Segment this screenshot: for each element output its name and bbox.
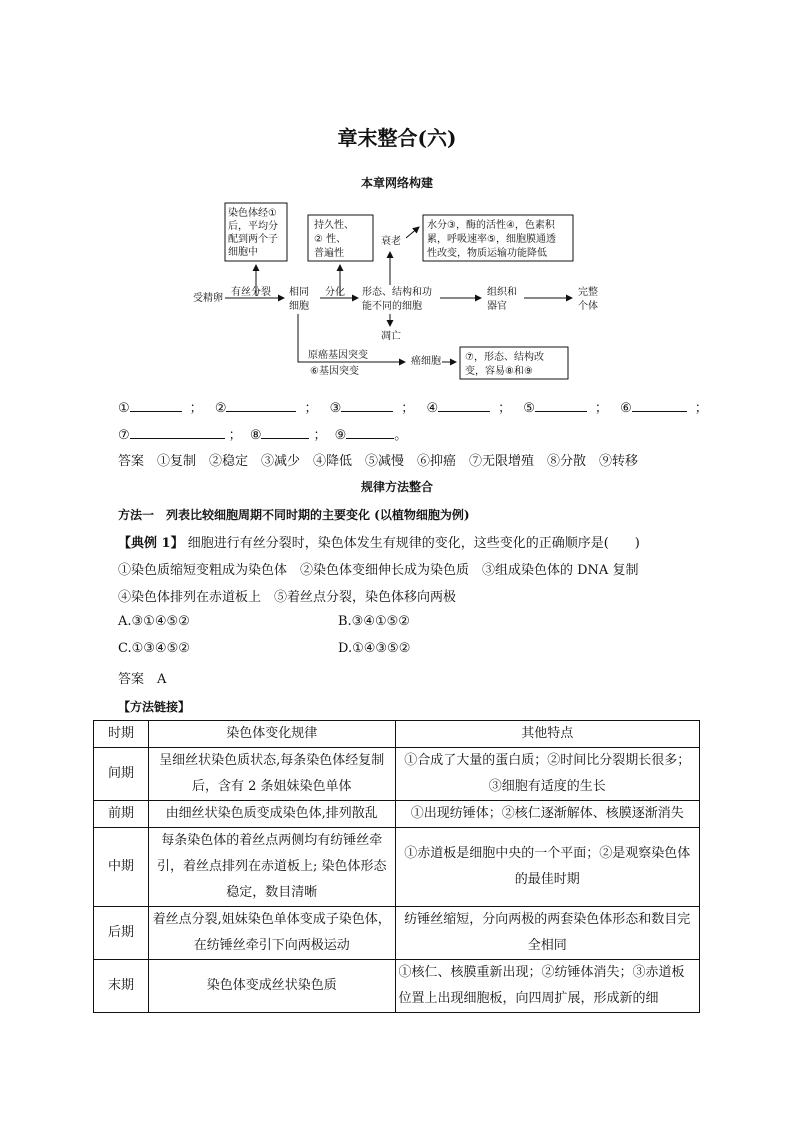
stage-cell: 间期 xyxy=(94,748,149,801)
table-row xyxy=(94,828,700,907)
statements-1: ①染色质缩短变粗成为染色体 ②染色体变细伸长成为染色质 ③组成染色体的 DNA 复制 xyxy=(118,563,639,578)
stage-cell: 中期 xyxy=(94,828,149,907)
option-d: D.①④③⑤② xyxy=(338,641,411,656)
change-cell: 由细丝状染色质变成染色体,排列散乱 xyxy=(148,801,395,828)
stage-cell: 前期 xyxy=(94,801,149,828)
other-cell: 纺锤丝缩短，分向两极的两套染色体形态和数目完全相同 xyxy=(395,907,700,960)
example-tag: 【典例 1】 xyxy=(118,536,184,551)
phase-table xyxy=(93,720,700,1013)
suppressor-label: ⑥基因突变 xyxy=(310,366,359,377)
differentiation-label: 分化 xyxy=(325,287,345,298)
zygote-label: 受精卵 xyxy=(193,293,223,304)
blanks-line-1: ① ； ② ； ③ ； ④ ； ⑤ ； ⑥ ； xyxy=(118,397,716,416)
same-cells-label: 相同 xyxy=(289,287,309,298)
example-question xyxy=(118,532,640,551)
diff-cells-label: 形态、结构和功 xyxy=(362,287,432,298)
network-heading: 本章网络构建 xyxy=(360,176,433,190)
diff-cells-label: 能不同的细胞 xyxy=(362,301,422,312)
box2-line: 普遍性 xyxy=(314,248,344,259)
change-cell: 呈细丝状染色质状态,每条染色体经复制后，含有 2 条姐妹染色单体 xyxy=(148,748,395,801)
box2-line: 持久性、 xyxy=(314,220,354,231)
oncogene-label: 原癌基因突变 xyxy=(308,350,368,361)
table-row xyxy=(94,801,700,828)
option-b: B.③④①⑤② xyxy=(338,614,410,629)
same-cells-label: 细胞 xyxy=(289,301,309,312)
box3-line: 水分③，酶的活性④，色素积 xyxy=(427,220,555,231)
question-text: 细胞进行有丝分裂时，染色体发生有规律的变化，这些变化的正确顺序是( ) xyxy=(187,536,640,551)
change-cell: 每条染色体的着丝点两侧均有纺锤丝牵引，着丝点排列在赤道板上; 染色体形态稳定，数目清晰 xyxy=(148,828,395,907)
apoptosis-label: 凋亡 xyxy=(381,331,401,342)
box1-line: 细胞中 xyxy=(228,247,258,258)
header-other: 其他特点 xyxy=(395,721,700,748)
method-heading: 方法一 列表比较细胞周期不同时期的主要变化 (以植物细胞为例) xyxy=(118,508,470,522)
option-a: A.③①④⑤② xyxy=(118,614,190,629)
box2-line: ② 性、 xyxy=(314,234,347,245)
box3-line: 性改变，物质运输功能降低 xyxy=(427,248,547,259)
stage-cell: 后期 xyxy=(94,907,149,960)
individual-label: 完整 xyxy=(578,287,598,298)
arrow-to-box3 xyxy=(406,227,419,238)
example-answer: 答案 A xyxy=(118,672,167,687)
box4-line: ⑦，形态、结构改 xyxy=(465,352,544,363)
answer-1: 答案 ①复制 ②稳定 ③减少 ④降低 ⑤减慢 ⑥抑癌 ⑦无限增殖 ⑧分散 ⑨转移 xyxy=(118,454,639,469)
change-cell: 着丝点分裂,姐妹染色单体变成子染色体，在纺锤丝牵引下向两极运动 xyxy=(148,907,395,960)
tissue-label: 组织和 xyxy=(487,287,517,298)
box1-line: 配到两个子 xyxy=(228,234,278,245)
blanks-line-2: ⑦ ； ⑧ ； ⑨ 。 xyxy=(118,424,407,443)
box4-line: 变，容易⑧和⑨ xyxy=(465,366,533,377)
change-cell: 染色体变成丝状染色质 xyxy=(148,960,395,1013)
table-row xyxy=(94,960,700,1013)
cancer-cell-label: 癌细胞 xyxy=(411,356,441,367)
other-cell: ①赤道板是细胞中央的一个平面；②是观察染色体的最佳时期 xyxy=(395,828,700,907)
method-link-heading: 【方法链接】 xyxy=(118,700,191,714)
page-title: 章末整合(六) xyxy=(337,126,457,150)
table-row xyxy=(94,748,700,801)
header-stage: 时期 xyxy=(94,721,149,748)
table-row xyxy=(94,907,700,960)
other-cell: ①核仁、核膜重新出现；②纺锤体消失；③赤道板位置上出现细胞板，向四周扩展，形成新的细 xyxy=(395,960,700,1013)
mitosis-label: 有丝分裂 xyxy=(231,287,271,298)
concept-map xyxy=(0,0,794,400)
aging-label: 衰老 xyxy=(381,236,401,247)
header-change: 染色体变化规律 xyxy=(148,721,395,748)
box1-line: 后，平均分 xyxy=(228,221,278,232)
other-cell: ①合成了大量的蛋白质；②时间比分裂期长很多；③细胞有适度的生长 xyxy=(395,748,700,801)
other-cell: ①出现纺锤体；②核仁逐渐解体、核膜逐渐消失 xyxy=(395,801,700,828)
table-header-row xyxy=(94,721,700,748)
rules-heading: 规律方法整合 xyxy=(360,480,433,494)
statements-2: ④染色体排列在赤道板上 ⑤着丝点分裂，染色体移向两极 xyxy=(118,590,457,605)
stage-cell: 末期 xyxy=(94,960,149,1013)
individual-label: 个体 xyxy=(578,301,598,312)
box3-line: 累，呼吸速率⑤，细胞膜通透 xyxy=(427,234,556,245)
option-c: C.①③④⑤② xyxy=(118,641,190,656)
box1-line: 染色体经① xyxy=(228,208,277,219)
tissue-label: 器官 xyxy=(487,301,507,312)
